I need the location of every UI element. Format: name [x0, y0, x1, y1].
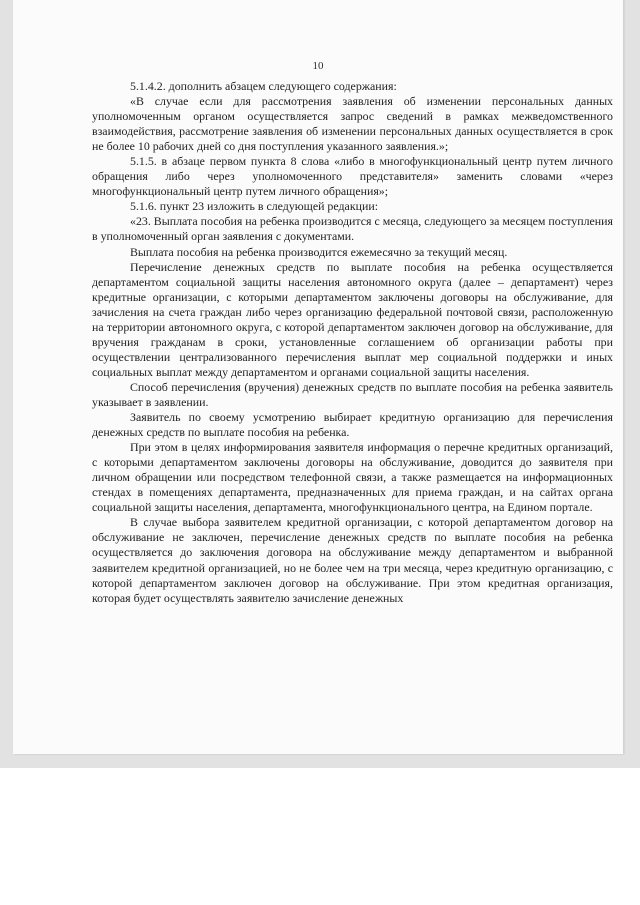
document-body: [92, 79, 613, 606]
paragraph-5-1-6: 5.1.6. пункт 23 изложить в следующей редакции:: [130, 199, 378, 214]
paragraph-other-bank: В случае выбора заявителем кредитной организации, с которой департаментом договор на обслуживание не заключен, перечисление денежных средств по выплате пособия на ребенка осуществляется до заключения договора на обслуживание между департаментом и выбранной заявителем кредитной организацией, но не более чем на три месяца, через кредитную организацию, с которой департаментом заключен договор на обслуживание. При этом кредитная организация, которая будет осуществлять заявителю зачисление денежных: [92, 515, 613, 605]
page-number: 10: [312, 60, 324, 72]
paragraph-transfer-method: Способ перечисления (вручения) денежных средств по выплате пособия на ребенка заявитель указывает в заявлении.: [92, 379, 613, 409]
blank-area: [0, 768, 640, 905]
paragraph-monthly-payment: Выплата пособия на ребенка производится ежемесячно за текущий месяц.: [130, 244, 508, 259]
paragraph-5-1-4-2: 5.1.4.2. дополнить абзацем следующего содержания:: [130, 79, 397, 93]
paragraph-item-23: «23. Выплата пособия на ребенка производится с месяца, следующего за месяцем поступления в уполномоченный орган заявления с документами.: [92, 214, 613, 244]
paragraph-bank-choice: Заявитель по своему усмотрению выбирает кредитную организацию для перечисления денежных средств по выплате пособия на ребенка.: [92, 410, 613, 440]
document-page: [13, 0, 623, 754]
paragraph-quote-personal-data: «В случае если для рассмотрения заявления об изменении персональных данных уполномоченным органом осуществляется запрос сведений в рамках межведомственного взаимодействия, рассмотрение заявления об изменении персональных данных осуществляется в срок не более 10 рабочих дней со дня поступления указанного заявления.»;: [92, 94, 613, 154]
paragraph-transfer-funds: Перечисление денежных средств по выплате пособия на ребенка осуществляется департаментом социальной защиты населения автономного округа (далее – департамент) через кредитные организации, с которыми департаментом заключены договоры на обслуживание, для зачисления на счета граждан либо через организацию федеральной почтовой связи, расположенную на территории автономного округа, с которой департаментом заключен договор на обслуживание, для вручения гражданам в сроки, установленные соглашением об организации работы при осуществлении централизованного перечисления выплат мер социальной поддержки и иных социальных выплат между департаментом и органами социальной защиты населения.: [92, 259, 613, 379]
paragraph-bank-information: При этом в целях информирования заявителя информация о перечне кредитных организаций, с которыми департаментом заключены договоры на обслуживание, доводится до заявителя при личном обращении или посредством телефонной связи, а также размещается на информационных стендах в помещениях департамента, предназначенных для приема граждан, и на сайтах органа социальной защиты населения, департамента, многофункционального центра, на Едином портале.: [92, 440, 613, 515]
paragraph-5-1-5: 5.1.5. в абзаце первом пункта 8 слова «либо в многофункциональный центр путем личного обращения либо через уполномоченного представителя» заменить словами «через многофункциональный центр путем личного обращения»;: [92, 154, 613, 199]
